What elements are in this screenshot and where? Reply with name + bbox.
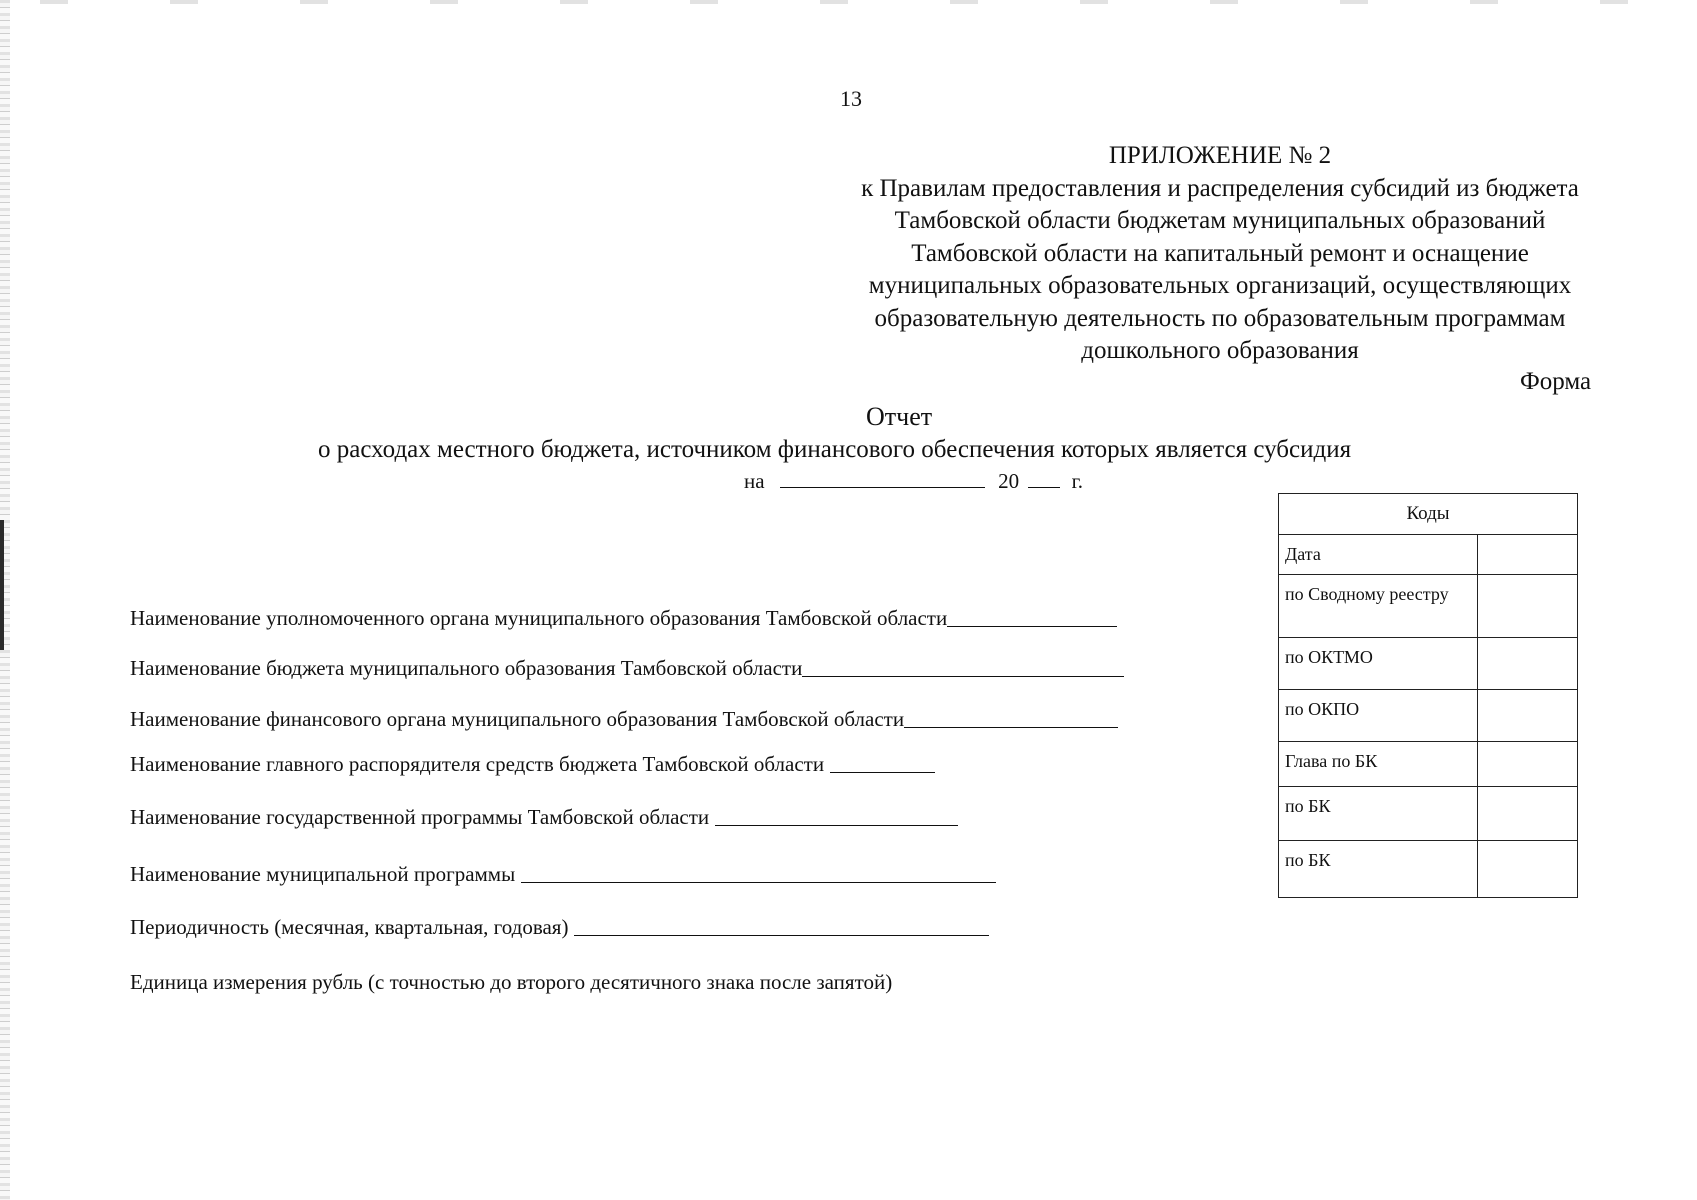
codes-value[interactable] <box>1477 787 1577 841</box>
field-label: Наименование бюджета муниципального образования Тамбовской области <box>130 656 803 680</box>
field-label: Наименование финансового органа муниципального образования Тамбовской области <box>130 707 905 731</box>
field-label: Периодичность (месячная, квартальная, годовая) <box>130 915 569 939</box>
year-blank[interactable] <box>1028 486 1060 488</box>
codes-header: Коды <box>1279 494 1578 535</box>
field-municipal-program <box>130 862 996 887</box>
codes-label: по БК <box>1279 787 1478 841</box>
codes-value[interactable] <box>1477 742 1577 787</box>
field-unit-of-measure <box>130 970 892 995</box>
codes-value[interactable] <box>1477 535 1577 575</box>
codes-value[interactable] <box>1477 690 1577 742</box>
report-date-line <box>744 469 1083 494</box>
form-label: Форма <box>1520 368 1592 395</box>
codes-label: по Сводному реестру <box>1279 575 1478 638</box>
codes-row <box>1279 535 1578 575</box>
codes-row <box>1279 638 1578 690</box>
annex-line: к Правилам предоставления и распределения субсидий из бюджета <box>861 174 1579 202</box>
field-blank[interactable] <box>830 771 935 773</box>
annex-header <box>810 140 1630 368</box>
codes-label: Дата <box>1279 535 1478 575</box>
year-suffix: г. <box>1071 469 1084 493</box>
year-prefix: 20 <box>998 469 1020 493</box>
field-financial-body <box>130 707 1118 732</box>
field-label: Наименование муниципальной программы <box>130 862 516 886</box>
codes-label: Глава по БК <box>1279 742 1478 787</box>
codes-label: по ОКТМО <box>1279 638 1478 690</box>
field-periodicity <box>130 915 989 940</box>
date-blank[interactable] <box>780 486 985 488</box>
annex-line: Тамбовской области бюджетам муниципальных образований <box>894 207 1546 234</box>
field-label: Наименование государственной программы Тамбовской области <box>130 805 710 829</box>
field-blank[interactable] <box>947 625 1117 627</box>
codes-table <box>1278 493 1578 898</box>
annex-title: ПРИЛОЖЕНИЕ № 2 <box>1108 142 1332 169</box>
field-blank[interactable] <box>904 726 1118 728</box>
report-subtitle: о расходах местного бюджета, источником финансового обеспечения которых является субсидия <box>318 436 1352 463</box>
field-label: Единица измерения рубль (с точностью до второго десятичного знака после запятой) <box>130 970 893 994</box>
page-number: 13 <box>840 86 862 111</box>
field-state-program <box>130 805 958 830</box>
field-main-manager <box>130 752 935 777</box>
field-label: Наименование главного распорядителя средств бюджета Тамбовской области <box>130 752 825 776</box>
codes-row <box>1279 787 1578 841</box>
codes-row <box>1279 841 1578 898</box>
field-blank[interactable] <box>521 881 996 883</box>
codes-row <box>1279 575 1578 638</box>
codes-label: по ОКПО <box>1279 690 1478 742</box>
field-budget-name <box>130 656 1124 681</box>
annex-line: Тамбовской области на капитальный ремонт и оснащение <box>911 239 1529 267</box>
field-blank[interactable] <box>715 824 958 826</box>
field-blank[interactable] <box>802 675 1124 677</box>
field-label: Наименование уполномоченного органа муниципального образования Тамбовской области <box>130 606 948 630</box>
codes-label: по БК <box>1279 841 1478 898</box>
scan-edge-mark <box>0 520 4 650</box>
codes-value[interactable] <box>1477 575 1577 638</box>
scan-top-artifact <box>40 0 1660 4</box>
codes-value[interactable] <box>1477 638 1577 690</box>
field-authorized-body <box>130 606 1117 631</box>
codes-row <box>1279 742 1578 787</box>
field-blank[interactable] <box>574 934 989 936</box>
annex-line: муниципальных образовательных организаций, осуществляющих <box>868 272 1572 299</box>
codes-row <box>1279 690 1578 742</box>
report-title: Отчет <box>866 402 933 431</box>
annex-line: дошкольного образования <box>1081 337 1359 364</box>
codes-value[interactable] <box>1477 841 1577 898</box>
annex-line: образовательную деятельность по образовательным программам <box>874 304 1566 332</box>
date-prefix: на <box>744 469 765 493</box>
